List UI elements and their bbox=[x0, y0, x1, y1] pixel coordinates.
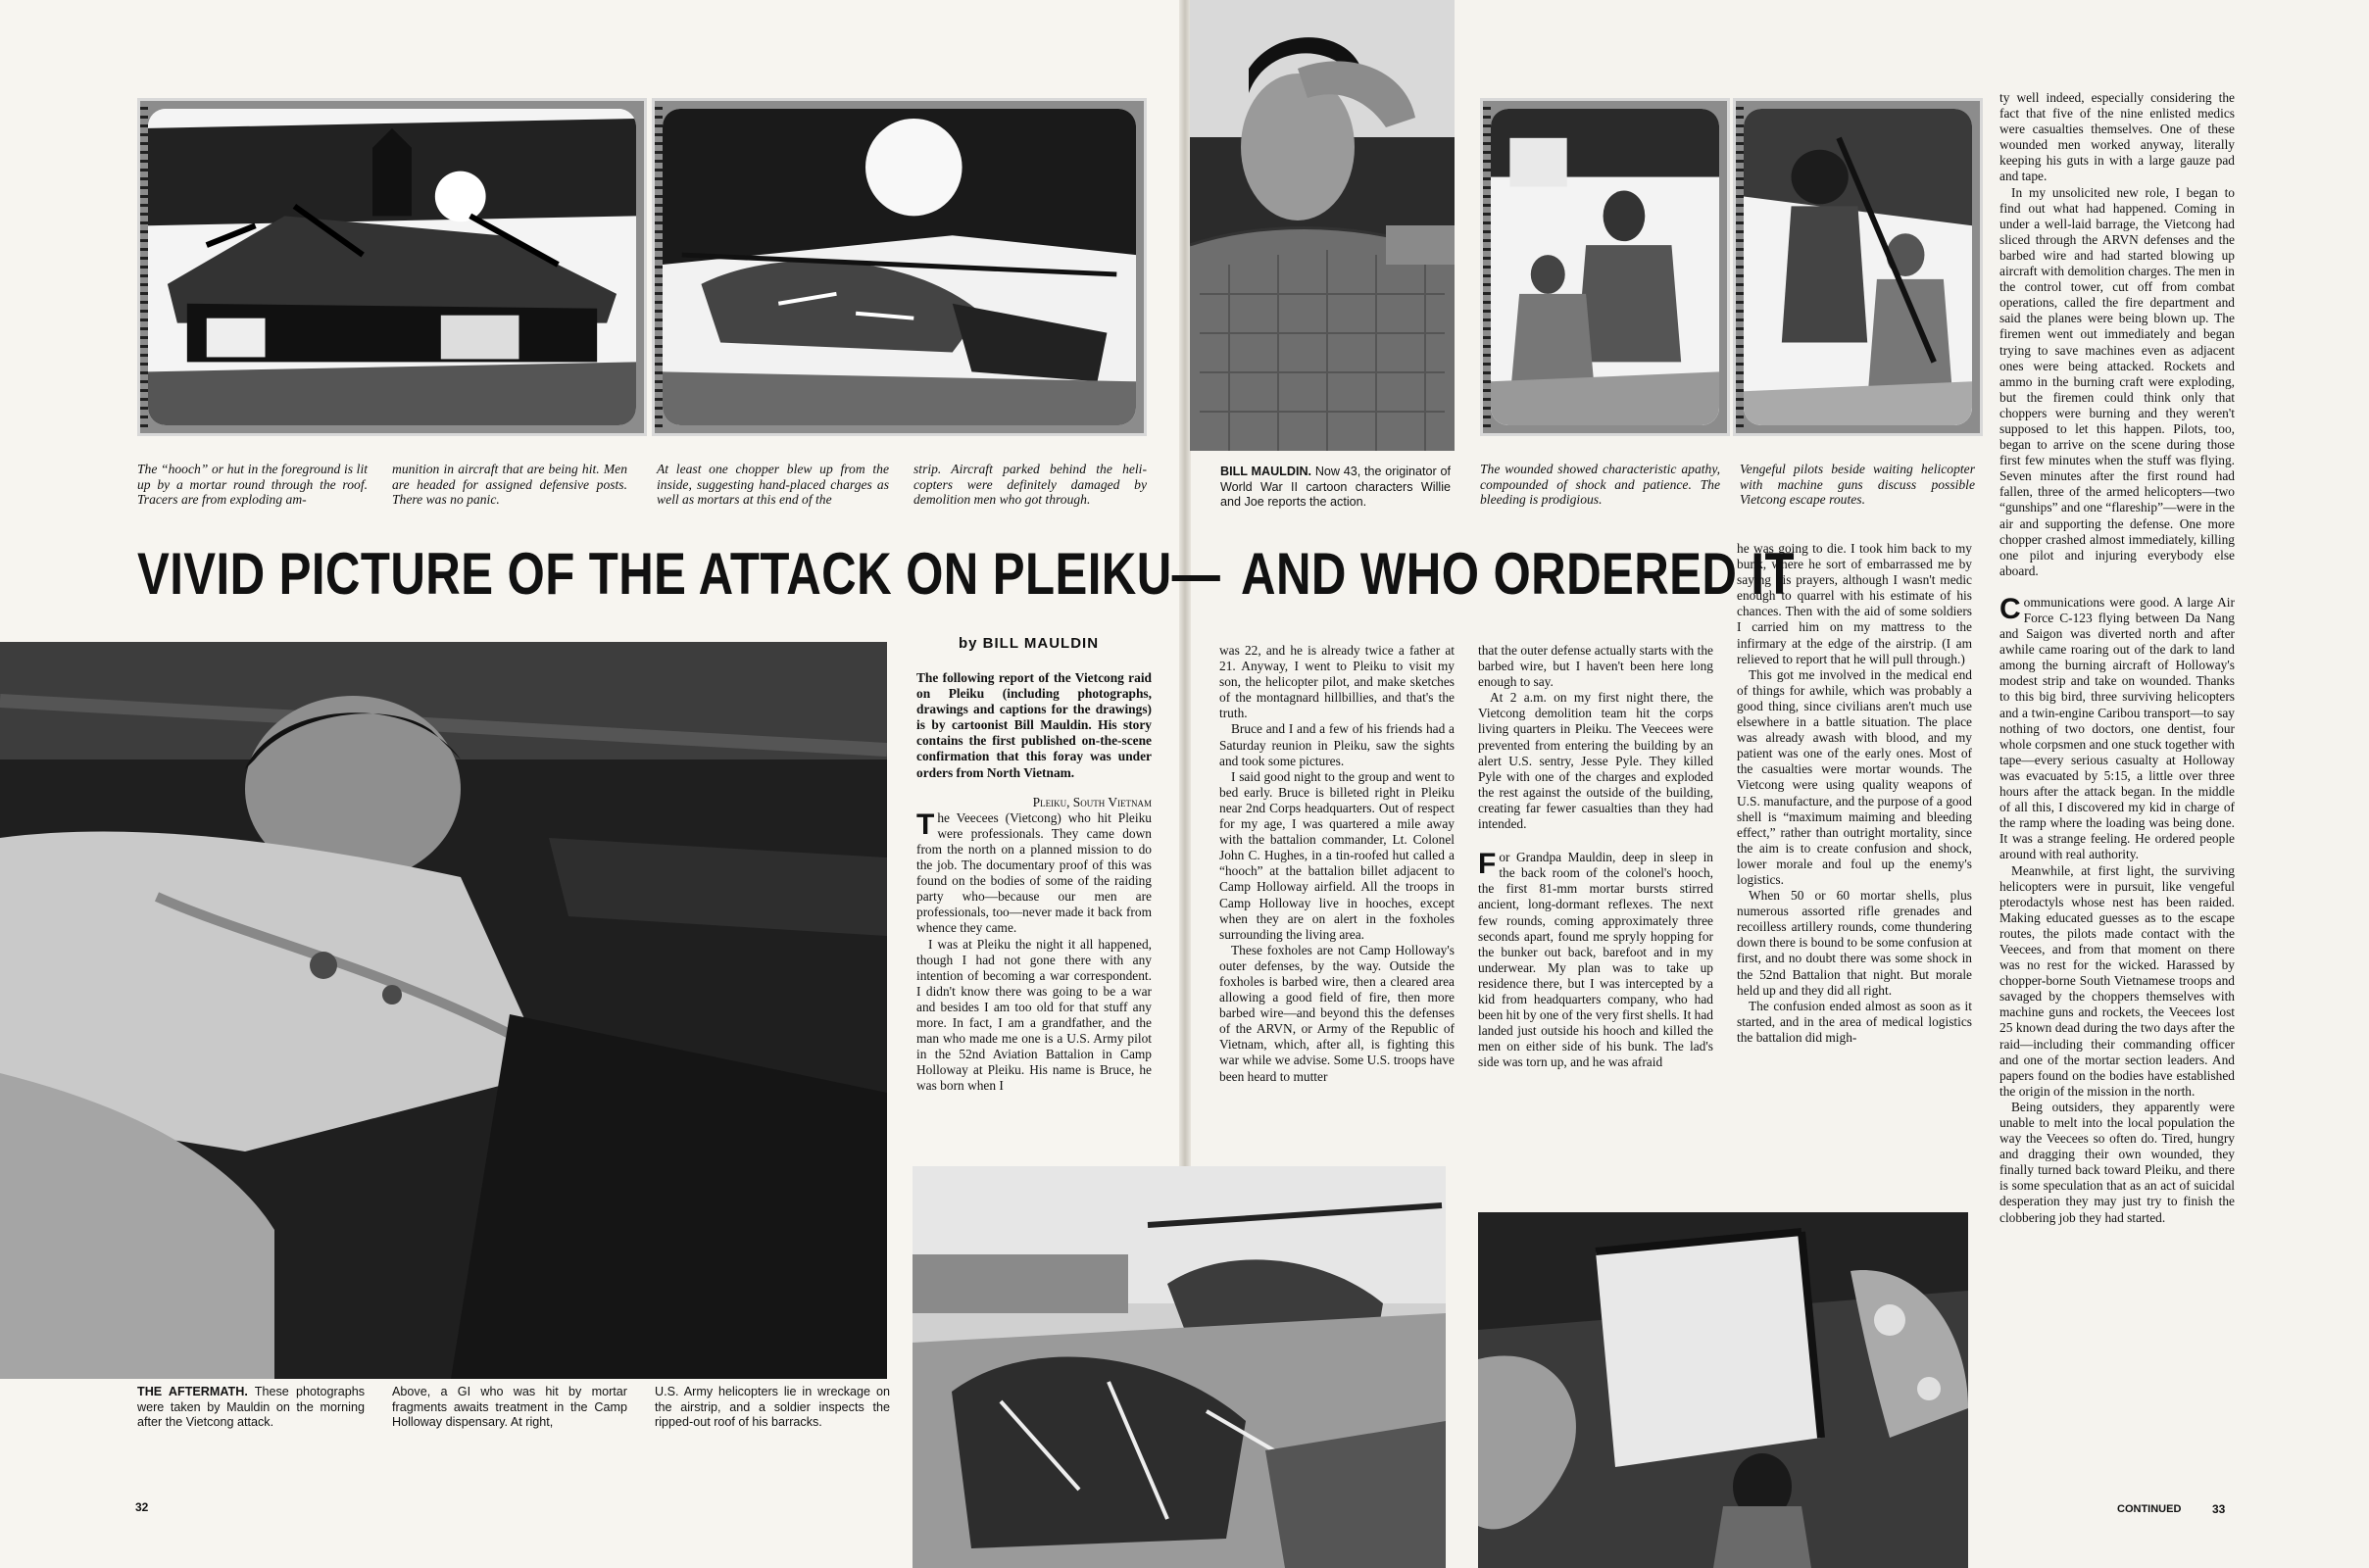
headline-left: VIVID PICTURE OF THE ATTACK ON PLEIKU— bbox=[137, 541, 1221, 607]
caption-aftermath-gi: Above, a GI who was hit by mortar fragments awaits treatment in the Camp Holloway dispensary. At right, bbox=[392, 1385, 627, 1430]
col5-p2: In my unsolicited new role, I began to find out what had happened. Coming in under a well-laid barrage, the Vietcong had sliced through the ARVN defenses and the barbed wire and had started blowing up aircraft with demolition charges. The men in the control tower, cut off from combat operations, called the fire department and said the planes were being blown up. The firemen went out immediately and began trying to save machines even as adjacent ones were being attacked. Rockets and ammo in the burning craft were exploding, but the firemen could think only that choppers were burning and they weren't supposed to let this happen. Pilots, too, began to arrive on the scene during those first few minutes when the stuff was flying. Seven minutes after the first round had fallen, three of the armed helicopters—two “gunships” and one “flareship”—were in the air and supporting the defense. One more chopper crashed almost immediately, killing one pilot and injuring everybody else aboard. bbox=[1999, 184, 2235, 578]
caption-sketch2-part2: strip. Aircraft parked behind the heli-copters were definitely damaged by demolition men who got through. bbox=[913, 462, 1147, 508]
col1-p1: he Veecees (Vietcong) who hit Pleiku were professionals. They came down from the north on a planned mission to do the job. The documentary proof of this was found on the bodies of some of the raiding party who—because our men are professionals, too—never made it back from whence they came. bbox=[916, 809, 1152, 936]
sketch-wounded-drawing bbox=[1491, 109, 1719, 425]
sketch-hooch-drawing bbox=[148, 109, 636, 425]
article-column-1 bbox=[916, 670, 1152, 1094]
col5-p1: ty well indeed, especially considering the fact that five of the nine enlisted medics were casualties themselves. One of these wounded men worked anyway, literally keeping his guts in with a large gauze pad and tape. bbox=[1999, 90, 2235, 184]
col5-p3: ommunications were good. A large Air Force C-123 flying between Da Nang and Saigon was diverted north and after awhile came roaring out of the dark to land among the burning aircraft of Holloway's modest strip and take on wounded. Thanks to this big bird, three surviving helicopters and a twin-engine Caribou transport—to say nothing of two doctors, one dentist, four whole corpsmen and one stuck together with tape—every serious casualty at Holloway was evacuated by 5:15, a little over three hours after the attack began. In the middle of all this, I discovered my kid in charge of the ramp where the loading was being done. It was a strange feeling. He ordered people around with real authority. bbox=[1999, 594, 2235, 862]
col2-p3: I said good night to the group and went to bed early. Bruce is billeted right in Pleiku near 2nd Corps headquarters. Out of respect for my age, I was quartered a mile away with the battalion commander, Lt. Colonel John C. Hughes, in a tin-roofed hut called a “hooch” at the battalion billet adjacent to Camp Holloway airfield. All the troops in Camp Holloway live in hooches, except when they are on alert in the foxholes surrounding the living area. bbox=[1219, 768, 1455, 942]
col3-p3: or Grandpa Mauldin, deep in sleep in the back room of the colonel's hooch, the first 81-mm mortar bursts stirred ancient, long-dormant reflexes. The next few rounds, coming approximately three seconds apart, found me spryly hopping for the bunker out back, barefoot and in my underwear. My plan was to take up residence there, but I was intercepted by a kid from headquarters company, who had been hit by one of the very first shells. It had landed just outside his hooch and killed the men on either side of his bunk. The lad's side was torn up, and he was afraid bbox=[1478, 850, 1713, 1070]
sketch-chopper-explosion bbox=[652, 98, 1147, 436]
col2-p4: These foxholes are not Camp Holloway's outer defenses, by the way. Outside the foxholes is barbed wire, then a cleared area allowing a good field of fire, then more barbed wire—and beyond this the defenses of the ARVN, or Army of the Republic of Vietnam, which, after all, is fighting this war while we advise. Some U.S. troops have been heard to mutter bbox=[1219, 942, 1455, 1084]
caption-sketch1-part2: munition in aircraft that are being hit. Men are headed for assigned defensive posts. There was no panic. bbox=[392, 462, 627, 508]
col4-p4: The confusion ended almost as soon as it started, and in the area of medical logistics the battalion did migh- bbox=[1737, 998, 1972, 1045]
col3-p2: At 2 a.m. on my first night there, the Vietcong demolition team hit the corps living quarters in Pleiku. The Veecees were prevented from entering the building by an alert U.S. sentry, Jesse Pyle. They killed Pyle with one of the charges and exploded the rest against the outside of the building, creating far fewer casualties than they had intended. bbox=[1478, 690, 1713, 832]
continued-label: CONTINUED bbox=[2117, 1503, 2182, 1515]
photo-bill-mauldin-image bbox=[1190, 0, 1455, 451]
caption-mauldin-label: BILL MAULDIN. bbox=[1220, 465, 1312, 478]
article-column-3 bbox=[1478, 643, 1713, 1070]
sketch-hooch-attack bbox=[137, 98, 647, 436]
photo-ripped-roof-image bbox=[1478, 1212, 1968, 1568]
photo-helicopter-wreckage bbox=[913, 1166, 1446, 1568]
sketch-pilots-drawing bbox=[1744, 109, 1972, 425]
dropcap-f: F bbox=[1478, 848, 1497, 881]
article-column-5 bbox=[1999, 90, 2235, 1226]
byline: by BILL MAULDIN bbox=[959, 635, 1100, 652]
caption-sketch2-part1: At least one chopper blew up from the inside, suggesting hand-placed charges as well as mortars at this end of the bbox=[657, 462, 889, 508]
col1-p2: I was at Pleiku the night it all happened, though I had not gone there with any intention of becoming a war correspondent. I didn't know there was going to be a war and besides I am too old for that stuff any more. In fact, I am a grandfather, and the man who made me one is a U.S. Army pilot in the 52nd Aviation Battalion in Camp Holloway at Pleiku. His name is Bruce, he was born when I bbox=[916, 936, 1152, 1094]
col4-p1: he was going to die. I took him back to my bunk, where he sort of embarrassed me by saying his prayers, although I wasn't medic enough to quarrel with his estimate of his chances. Then with the aid of some soldiers I carried him on my mattress to the infirmary at the edge of the airstrip. (I am relieved to report that he will pull through.) bbox=[1737, 541, 1972, 666]
col4-p2: This got me involved in the medical end of things for awhile, which was probably a good thing, since civilians aren't much use elsewhere in a battle situation. The place was already awash with blood, and my patient was one of the early ones. Most of the casualties were mortar wounds. The Vietcong were using quality weapons of U.S. manufacture, and the purpose of a good shell is “maximum maiming and bleeding effect,” rather than outright mortality, since the aim is to create confusion and shock, lower morale and foul up the enemy's logistics. bbox=[1737, 666, 1972, 887]
caption-aftermath-helicopters: U.S. Army helicopters lie in wreckage on the airstrip, and a soldier inspects the ripped-out roof of his barracks. bbox=[655, 1385, 890, 1430]
sketch-pilots bbox=[1733, 98, 1983, 436]
col4-p3: When 50 or 60 mortar shells, plus numerous assorted rifle grenades and recoilless artillery rounds, come thundering down there is bound to be some confusion at first, and no doubt there was some shock in the 52nd Battalion that night. But morale held up and they did all right. bbox=[1737, 888, 1972, 998]
caption-sketch1-part1: The “hooch” or hut in the foreground is lit up by a mortar round through the roof. Tracers are from exploding am- bbox=[137, 462, 368, 508]
col5-p4: Meanwhile, at first light, the surviving helicopters were in pursuit, like vengeful pterodactyls whose nest has been raided. Making educated guesses as to the escape routes, the pilots made contact with the Veecees, and from that moment on there was no rest for the wicked. Harassed by chopper-borne South Vietnamese troops and savaged by the choppers themselves with machine guns and rockets, the Veecees lost 25 known dead during the two days after the raid—including their commanding officer and one of the mortar section leaders. And papers found on the bodies have established the origin of the mission in the north. bbox=[1999, 862, 2235, 1099]
caption-aftermath-text: These photographs were taken by Mauldin on the morning after the Vietcong attack. bbox=[137, 1385, 366, 1430]
article-column-2 bbox=[1219, 643, 1455, 1085]
photo-wounded-gi bbox=[0, 642, 887, 1379]
caption-aftermath-label: THE AFTERMATH. bbox=[137, 1385, 248, 1398]
photo-ripped-roof bbox=[1478, 1212, 1968, 1568]
dateline: Pleiku, South Vietnam bbox=[1032, 794, 1152, 809]
caption-mauldin bbox=[1220, 465, 1451, 511]
col5-p5: Being outsiders, they apparently were unable to melt into the local population the way the Veecees so often do. Tired, hungry and dragging their own wounded, they finally turned back toward Pleiku, and there is some speculation that as an act of suicidal desperation they may just try to finish the clobbering job they had started. bbox=[1999, 1099, 2235, 1225]
col3-p1: that the outer defense actually starts with the barbed wire, but I haven't been here long enough to say. bbox=[1478, 643, 1713, 690]
photo-bill-mauldin bbox=[1190, 0, 1455, 451]
caption-sketch3: The wounded showed characteristic apathy, compounded of shock and patience. The bleeding is prodigious. bbox=[1480, 462, 1720, 508]
intro-paragraph: The following report of the Vietcong raid on Pleiku (including photographs, drawings and captions for the drawings) is by cartoonist Bill Mauldin. His story contains the first published on-the-scene confirmation that this foray was under orders from North Vietnam. bbox=[916, 670, 1152, 780]
caption-aftermath bbox=[137, 1385, 365, 1431]
sketch-chopper-drawing bbox=[663, 109, 1136, 425]
page-number-right: 33 bbox=[2212, 1502, 2226, 1516]
caption-sketch4: Vengeful pilots beside waiting helicopter with machine guns discuss possible Vietcong escape routes. bbox=[1740, 462, 1975, 508]
photo-helicopter-wreckage-image bbox=[913, 1166, 1446, 1568]
article-column-4 bbox=[1737, 541, 1972, 1046]
page-number-left: 32 bbox=[135, 1500, 149, 1514]
col2-p1: was 22, and he is already twice a father at 21. Anyway, I went to Pleiku to visit my son, the helicopter pilot, and make sketches of the montagnard hillbillies, and that's the truth. bbox=[1219, 643, 1455, 721]
sketch-wounded bbox=[1480, 98, 1730, 436]
col2-p2: Bruce and I and a few of his friends had a Saturday reunion in Pleiku, saw the sights and took some pictures. bbox=[1219, 721, 1455, 768]
headline-right: AND WHO ORDERED IT bbox=[1241, 541, 1795, 607]
dropcap-c: C bbox=[1999, 592, 2021, 625]
dropcap-t: T bbox=[916, 808, 935, 841]
photo-wounded-gi-image bbox=[0, 642, 887, 1379]
caption-mauldin-text: Now 43, the originator of World War II cartoon characters Willie and Joe reports the action. bbox=[1220, 465, 1452, 510]
